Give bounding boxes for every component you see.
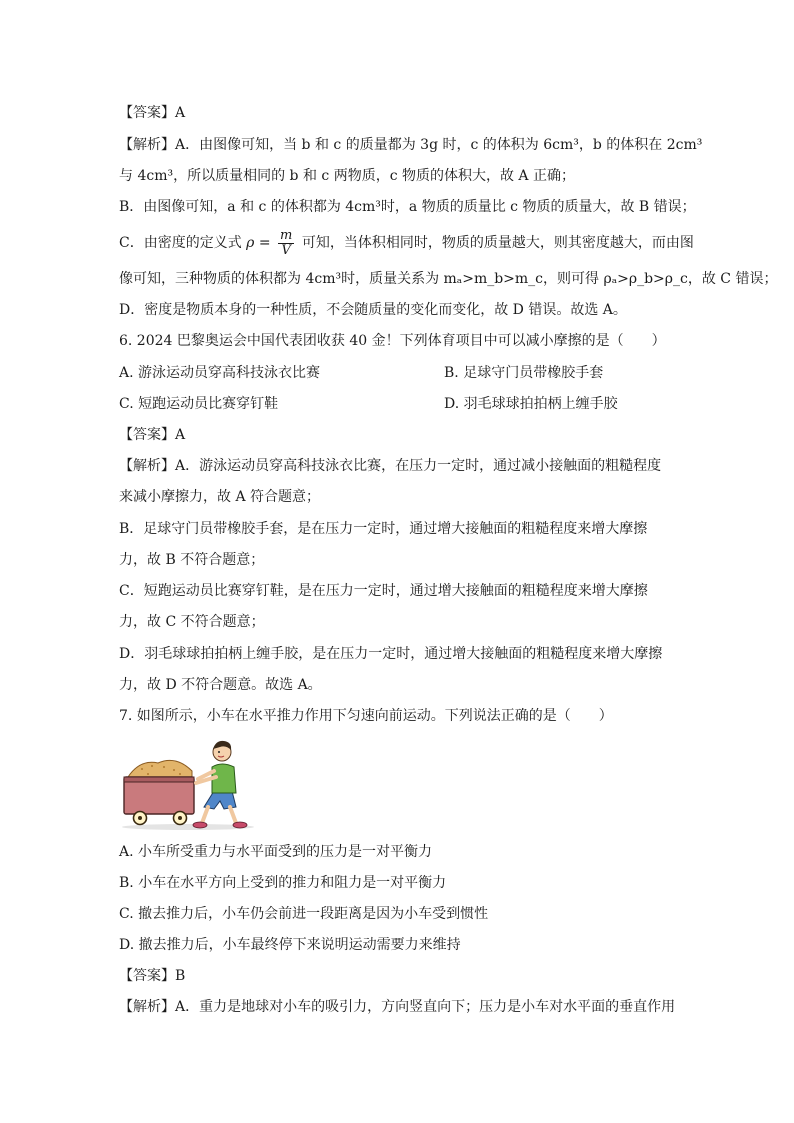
boy-eye (218, 751, 220, 753)
q7-option-a: A. 小车所受重力与水平面受到的压力是一对平衡力 (119, 844, 433, 860)
boy-shoe-front (233, 822, 247, 828)
q6-stem: 6. 2024 巴黎奥运会中国代表团收获 40 金！下列体育项目中可以减小摩擦的是（ ） (119, 333, 666, 349)
q5-analysis-line-6: D．密度是物质本身的一种性质，不会随质量的变化而变化，故 D 错误。故选 A。 (119, 302, 627, 318)
cart-rim (124, 777, 194, 782)
q6-analysis-line-2: 来减小摩擦力，故 A 符合题意； (119, 489, 321, 505)
q5-analysis-line-3: B．由图像可知，a 和 c 的体积都为 4cm³时，a 物质的质量比 c 物质的质量大，故 B 错误； (119, 199, 696, 215)
q6-option-a: A. 游泳运动员穿高科技泳衣比赛 (119, 365, 321, 381)
q7-stem: 7. 如图所示，小车在水平推力作用下匀速向前运动。下列说法正确的是（ ） (119, 708, 613, 724)
q5-answer: 【答案】A (119, 105, 186, 121)
q7-option-c: C. 撤去推力后，小车仍会前进一段距离是因为小车受到惯性 (119, 906, 489, 922)
q7-option-d: D. 撤去推力后，小车最终停下来说明运动需要力来维持 (119, 937, 461, 953)
q7-analysis-line-1: 【解析】A．重力是地球对小车的吸引力，方向竖直向下；压力是小车对水平面的垂直作用 (119, 999, 676, 1015)
boy-leg-back (202, 807, 208, 823)
cart-pushing-illustration (118, 737, 266, 833)
q5-analysis-line-2: 与 4cm³，所以质量相同的 b 和 c 两物质，c 物质的体积大，故 A 正确； (119, 168, 575, 184)
fraction-numerator: m (280, 227, 293, 243)
q5-analysis-line-1: 【解析】A．由图像可知，当 b 和 c 的质量都为 3g 时，c 的体积为 6cm³，b 的体积在 2cm³ (119, 137, 703, 153)
q6-analysis-line-4: 力，故 B 不符合题意； (119, 552, 265, 568)
q7-answer: 【答案】B (119, 968, 186, 984)
q6-analysis-line-8: 力，故 D 不符合题意。故选 A。 (119, 677, 322, 693)
q5-analysis-line-4-pre: C．由密度的定义式 (119, 235, 242, 251)
sand-heap (128, 760, 192, 779)
q6-option-b: B. 足球守门员带橡胶手套 (444, 365, 604, 381)
q6-option-d: D. 羽毛球球拍拍柄上缠手胶 (444, 396, 618, 412)
q6-analysis-line-6: 力，故 C 不符合题意； (119, 614, 265, 630)
density-fraction (278, 229, 294, 258)
q6-analysis-line-3: B．足球守门员带橡胶手套，是在压力一定时，通过增大接触面的粗糙程度来增大摩擦 (119, 521, 648, 537)
q5-analysis-line-4-post: 可知，当体积相同时，物质的质量越大，则其密度越大，而由图 (301, 235, 694, 251)
q6-analysis-line-1: 【解析】A．游泳运动员穿高科技泳衣比赛，在压力一定时，通过减小接触面的粗糙程度 (119, 458, 662, 474)
rho-equals: ρ = (246, 235, 271, 251)
q6-option-c: C. 短跑运动员比赛穿钉鞋 (119, 396, 279, 412)
q6-answer: 【答案】A (119, 427, 186, 443)
cart-body (124, 777, 194, 814)
boy-leg-front (230, 807, 236, 823)
q5-analysis-line-5: 像可知，三种物质的体积都为 4cm³时，质量关系为 mₐ>m_b>m_c，则可得 ρₐ>ρ_b>ρ_c，故 C 错误； (119, 271, 778, 287)
boy-shoe-back (193, 822, 207, 828)
fraction-denominator: V (281, 242, 291, 258)
q6-analysis-line-7: D．羽毛球球拍拍柄上缠手胶，是在压力一定时，通过增大接触面的粗糙程度来增大摩擦 (119, 646, 663, 662)
q7-option-b: B. 小车在水平方向上受到的推力和阻力是一对平衡力 (119, 875, 447, 891)
q6-analysis-line-5: C．短跑运动员比赛穿钉鞋，是在压力一定时，通过增大接触面的粗糙程度来增大摩擦 (119, 583, 648, 599)
q5-analysis-line-4 (119, 227, 694, 258)
